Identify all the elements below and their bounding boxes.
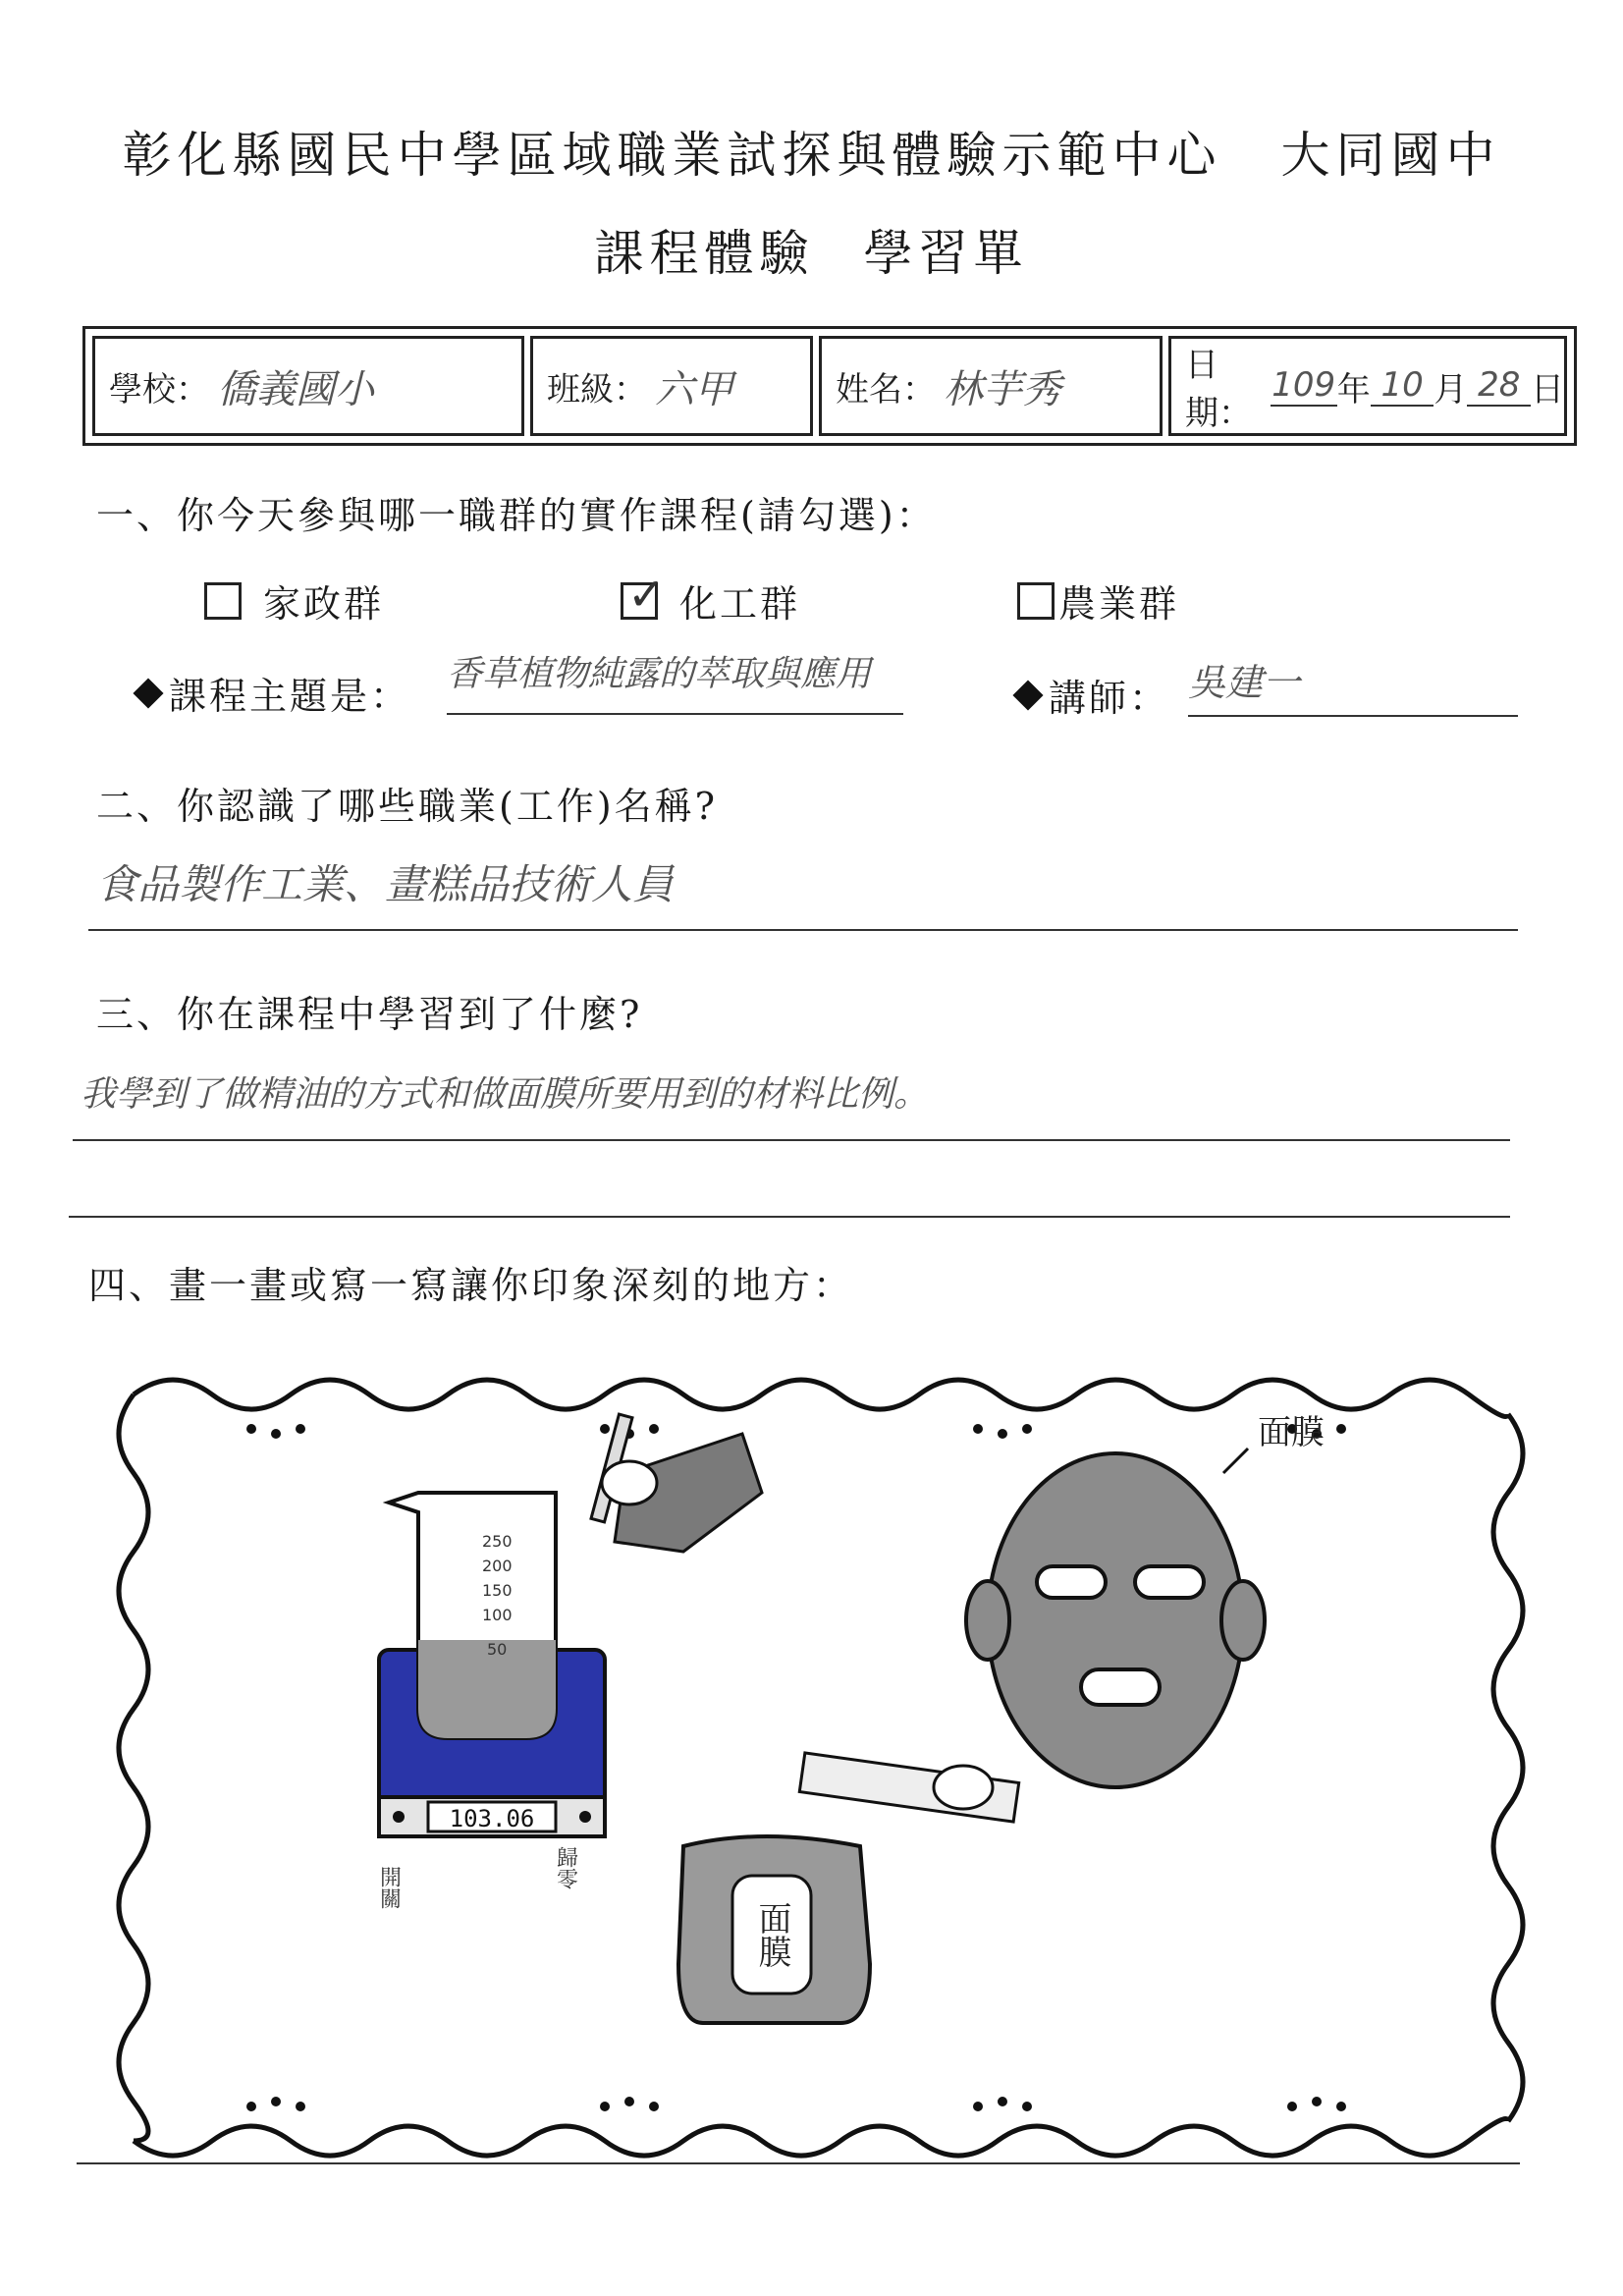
question-2: 二、你認識了哪些職業(工作)名稱? xyxy=(96,785,719,828)
q3-answer: 我學到了做精油的方式和做面膜所要用到的材料比例。 xyxy=(73,1066,1510,1141)
page-title xyxy=(0,116,1623,187)
question-1: 一、你今天參與哪一職群的實作課程(請勾選)： xyxy=(96,494,937,537)
beaker-mark: 100 xyxy=(482,1606,513,1624)
name-value: 林芋秀 xyxy=(944,366,1061,412)
option-chemical[interactable] xyxy=(621,567,801,628)
face-mask-illustration xyxy=(966,1413,1325,1787)
option-agriculture[interactable] xyxy=(1017,574,1179,628)
bag-text: 面膜 xyxy=(752,1901,791,1968)
date-cell xyxy=(1168,336,1567,436)
beaker-mark: 50 xyxy=(487,1640,508,1659)
class-value: 六甲 xyxy=(655,366,733,412)
name-label: 姓名： xyxy=(836,369,936,410)
school-cell xyxy=(92,336,524,436)
month-value: 10 xyxy=(1371,365,1434,407)
year-label: 年 xyxy=(1336,369,1371,410)
beaker-mark: 150 xyxy=(482,1581,513,1600)
q3-extra-line xyxy=(69,1169,1510,1218)
day-value: 28 xyxy=(1467,365,1531,407)
checkbox-agriculture[interactable] xyxy=(1017,582,1055,620)
option-label: 農業群 xyxy=(1058,582,1180,626)
checkbox-home-economics[interactable] xyxy=(204,582,242,620)
question-3: 三、你在課程中學習到了什麼? xyxy=(96,993,643,1036)
mask-bag-illustration xyxy=(678,1753,1019,2023)
topic-row xyxy=(137,666,410,720)
topic-label: 課程主題是： xyxy=(169,675,411,718)
subtitle-left: 課程體驗 xyxy=(594,225,815,282)
class-cell xyxy=(530,336,813,436)
title-right: 大同國中 xyxy=(1280,127,1501,184)
teacher-value: 吳建一 xyxy=(1188,652,1518,717)
zero-label: 歸零 xyxy=(553,1846,578,1889)
option-label: 家政群 xyxy=(263,582,385,626)
title-left: 彰化縣國民中學區域職業試探與體驗示範中心 xyxy=(122,127,1222,184)
topic-value: 香草植物純露的萃取與應用 xyxy=(447,646,903,715)
mask-label: 面膜 xyxy=(1258,1413,1325,1452)
question-4: 四、畫一畫或寫一寫讓你印象深刻的地方： xyxy=(88,1264,854,1307)
q2-answer: 食品製作工業、畫糕品技術人員 xyxy=(88,852,1518,931)
info-table xyxy=(82,326,1577,446)
date-label: 日期： xyxy=(1185,346,1252,433)
year-value: 109 xyxy=(1271,365,1336,405)
bottom-rule xyxy=(77,2160,1520,2164)
option-label: 化工群 xyxy=(679,582,801,626)
check-mark-icon: ✓ xyxy=(627,567,669,621)
day-label: 日 xyxy=(1531,369,1565,410)
switch-label: 開關 xyxy=(376,1866,402,1909)
month-label: 月 xyxy=(1434,369,1468,410)
teacher-label: 講師： xyxy=(1049,677,1170,720)
name-cell xyxy=(819,336,1163,436)
drawing-area xyxy=(94,1355,1538,2180)
option-home-economics[interactable] xyxy=(204,574,384,628)
school-label: 學校： xyxy=(109,369,209,410)
beaker-mark: 250 xyxy=(482,1532,513,1551)
diamond-bullet-icon xyxy=(1012,680,1043,710)
page-subtitle xyxy=(0,214,1623,285)
class-label: 班級： xyxy=(547,369,647,410)
teacher-row xyxy=(1017,668,1169,722)
pouring-hand-illustration xyxy=(591,1414,762,1552)
checkbox-chemical[interactable] xyxy=(621,567,669,621)
scale-display: 103.06 xyxy=(449,1805,535,1832)
beaker-mark: 200 xyxy=(482,1557,513,1575)
diamond-bullet-icon xyxy=(133,678,163,708)
school-value: 僑義國小 xyxy=(217,366,374,412)
subtitle-right: 學習單 xyxy=(863,225,1029,282)
